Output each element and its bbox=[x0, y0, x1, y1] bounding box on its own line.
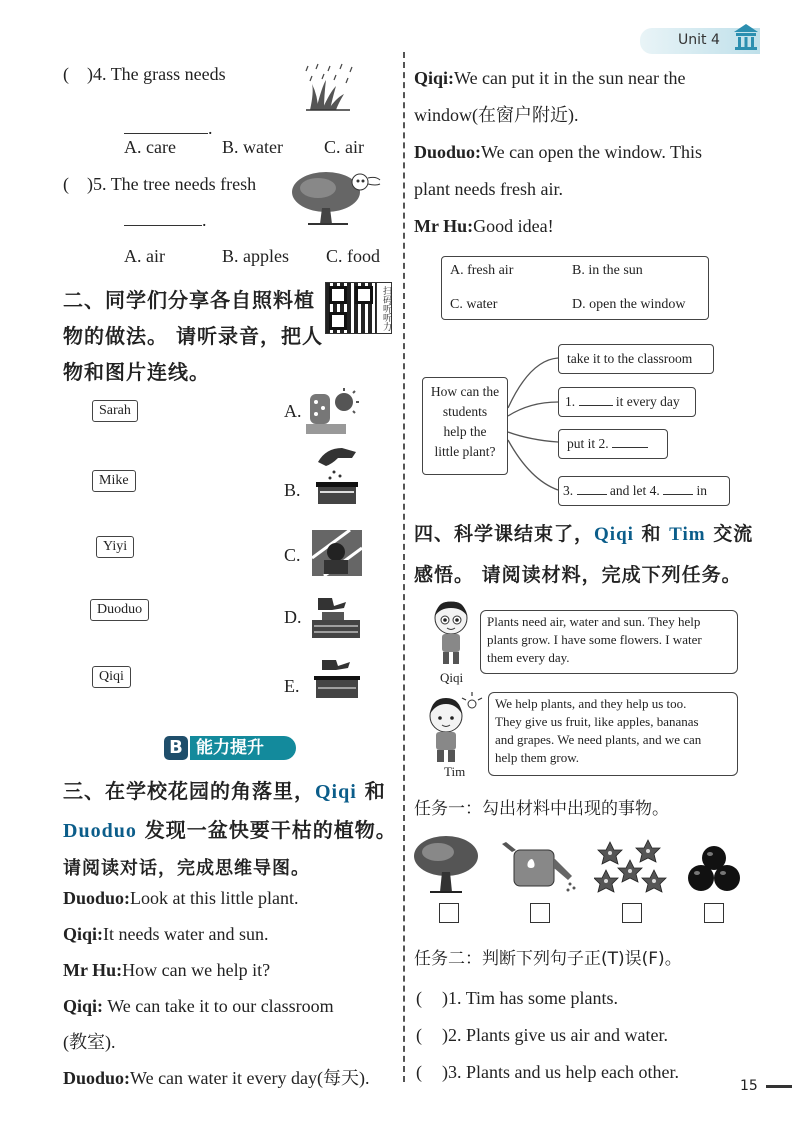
watering-can-pic bbox=[498, 840, 578, 896]
option-d: D. open the window bbox=[572, 297, 686, 312]
window-plant-image[interactable] bbox=[310, 528, 364, 578]
building-icon bbox=[732, 22, 760, 52]
section-2-heading: 二、同学们分享各自照料植 物的做法。 请听录音，把人 物和图片连线。 bbox=[63, 288, 323, 384]
plant-sun-image[interactable] bbox=[306, 388, 362, 436]
mindmap-branch-3: put it 2. bbox=[558, 429, 668, 459]
tree-pic bbox=[410, 834, 482, 896]
mindmap-branch-1: take it to the classroom bbox=[558, 344, 714, 374]
q5-option-b[interactable]: B. apples bbox=[222, 246, 289, 266]
column-divider bbox=[403, 52, 405, 1082]
answer-blank-q4[interactable]: . bbox=[124, 118, 213, 139]
checkbox-tree[interactable] bbox=[439, 903, 459, 923]
pot-can-image[interactable] bbox=[312, 654, 362, 700]
question-5: ( )5. The tree needs fresh bbox=[63, 174, 257, 194]
name-sarah[interactable]: Sarah bbox=[92, 400, 138, 422]
page-number: 15 bbox=[740, 1078, 792, 1094]
tf-list bbox=[416, 980, 679, 1091]
task-2-heading: 任务二：判断下列句子正(T)误(F)。 bbox=[414, 949, 682, 969]
qiqi-label: Qiqi bbox=[440, 670, 464, 685]
watering-hand-image[interactable] bbox=[312, 444, 362, 506]
q4-option-a[interactable]: A. care bbox=[124, 137, 176, 157]
options-box bbox=[441, 256, 709, 320]
blank-2[interactable] bbox=[612, 447, 648, 448]
option-a: A. fresh air bbox=[450, 263, 514, 278]
tim-label: Tim bbox=[444, 764, 466, 779]
tim-speech-bubble: We help plants, and they help us too. They give us fruit, like apples, bananas and grapes. We need plants, and we can help them grow. bbox=[488, 692, 738, 776]
page-number-dash bbox=[766, 1085, 792, 1088]
mindmap-branch-4: 3. and let 4. in bbox=[558, 476, 730, 506]
option-b: B. in the sun bbox=[572, 263, 643, 278]
watering-can-pot-image[interactable] bbox=[310, 592, 364, 640]
q4-option-b[interactable]: B. water bbox=[222, 137, 283, 157]
checkbox-watering-can[interactable] bbox=[530, 903, 550, 923]
pic-label-e: E. bbox=[284, 676, 300, 696]
checkbox-flowers[interactable] bbox=[622, 903, 642, 923]
apples-pic bbox=[686, 844, 742, 894]
name-mike[interactable]: Mike bbox=[92, 470, 136, 492]
tree-image bbox=[288, 168, 383, 228]
q5-option-a[interactable]: A. air bbox=[124, 246, 165, 266]
pic-label-b: B. bbox=[284, 480, 301, 500]
name-yiyi[interactable]: Yiyi bbox=[96, 536, 134, 558]
grass-rain-image bbox=[302, 62, 358, 112]
dialog-right: Qiqi:We can put it in the sun near the window(在窗户附近). Duoduo:We can open the window. This plant needs fresh air. Mr Hu:Good idea! bbox=[414, 68, 703, 236]
tf-item-1: ( )1. Tim has some plants. bbox=[416, 988, 619, 1008]
answer-blank-q5[interactable]: . bbox=[124, 210, 207, 231]
flowers-pic bbox=[594, 838, 668, 896]
section-4-heading: 四、科学课结束了，Qiqi 和 Tim 交流 感悟。 请阅读材料，完成下列任务。 bbox=[414, 523, 754, 586]
q4-option-c[interactable]: C. air bbox=[324, 137, 364, 157]
checkbox-apples[interactable] bbox=[704, 903, 724, 923]
pic-label-a: A. bbox=[284, 401, 302, 421]
tim-avatar bbox=[420, 690, 484, 764]
option-c: C. water bbox=[450, 297, 498, 312]
qr-code[interactable] bbox=[325, 282, 377, 334]
badge-letter: B bbox=[164, 736, 188, 760]
dialog-left: Duoduo:Look at this little plant. Qiqi:It needs water and sun. Mr Hu:How can we help it? Qiqi: We can take it to our classroom (教室). Duoduo:We can water it every day(每天). bbox=[63, 888, 370, 1088]
question-4: ( )4. The grass needs bbox=[63, 64, 226, 84]
tf-item-3: ( )3. Plants and us help each other. bbox=[416, 1062, 679, 1082]
qiqi-speech-bubble: Plants need air, water and sun. They help plants grow. I have some flowers. I water them every day. bbox=[480, 610, 738, 674]
name-qiqi[interactable]: Qiqi bbox=[92, 666, 131, 688]
unit-label: Unit 4 bbox=[678, 32, 720, 48]
name-duoduo[interactable]: Duoduo bbox=[90, 599, 149, 621]
badge-text: 能力提升 bbox=[190, 736, 296, 760]
task-1-heading: 任务一：勾出材料中出现的事物。 bbox=[414, 799, 669, 819]
unit-tab bbox=[640, 28, 760, 54]
blank-1[interactable] bbox=[579, 405, 613, 406]
blank-4[interactable] bbox=[663, 494, 693, 495]
tf-item-2: ( )2. Plants give us air and water. bbox=[416, 1025, 668, 1045]
qiqi-avatar bbox=[428, 598, 474, 668]
pic-label-c: C. bbox=[284, 545, 301, 565]
section-3-heading: 三、在学校花园的角落里，Qiqi 和 Duoduo 发现一盆快要干枯的植物。 请阅读对话，完成思维导图。 bbox=[63, 779, 397, 879]
blank-3[interactable] bbox=[577, 494, 607, 495]
q5-option-c[interactable]: C. food bbox=[326, 246, 380, 266]
qr-label: 扫码听听力 bbox=[376, 282, 392, 334]
mindmap-center: How can the students help the little plant? bbox=[422, 377, 508, 475]
pic-label-d: D. bbox=[284, 607, 302, 627]
mindmap-branch-2: 1. it every day bbox=[558, 387, 696, 417]
